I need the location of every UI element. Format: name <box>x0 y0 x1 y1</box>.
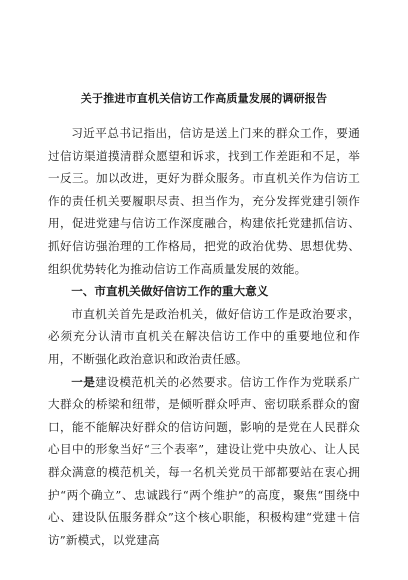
point-lead: 一是 <box>71 374 96 389</box>
point-body: 建设模范机关的必然要求。信访工作作为党联系广大群众的桥梁和纽带，是倾听群众呼声、密切联系群众的窗口，能不能解决好群众的信访问题，影响的是党在人民群众心目中的形象当好“三个表率”，建设让党中央放心、让人民群众满意的模范机关，每一名机关党员干部都要站在衷心拥护“两个确立”、忠诚践行“两个维护”的高度，聚焦“围绕中心、建设队伍服务群众”这个核心职能，积极构建“党建＋信访”新模式，以党建高 <box>48 374 360 547</box>
document-title: 关于推进市直机关信访工作高质量发展的调研报告 <box>80 92 328 105</box>
section-paragraph-point-one <box>48 371 360 552</box>
intro-paragraph: 习近平总书记指出，信访是送上门来的群众工作，要通过信访渠道摸清群众愿望和诉求，找到工作差距和不足，举一反三。加以改进，更好为群众服务。市直机关作为信访工作的责任机关要履职尽责、担当作为，充分发挥党建引领作用，促进党建与信访工作深度融合，构建依托党建抓信访、抓好信访强治理的工作格局，把党的政治优势、思想优势、组织优势转化为推动信访工作高质量发展的效能。 <box>48 126 360 276</box>
section-heading: 一、市直机关做好信访工作的重大意义 <box>71 284 269 299</box>
section-paragraph: 市直机关首先是政治机关，做好信访工作是政治要求，必须充分认清市直机关在解决信访工作中的重要地位和作用，不断强化政治意识和政治责任感。 <box>48 306 360 366</box>
